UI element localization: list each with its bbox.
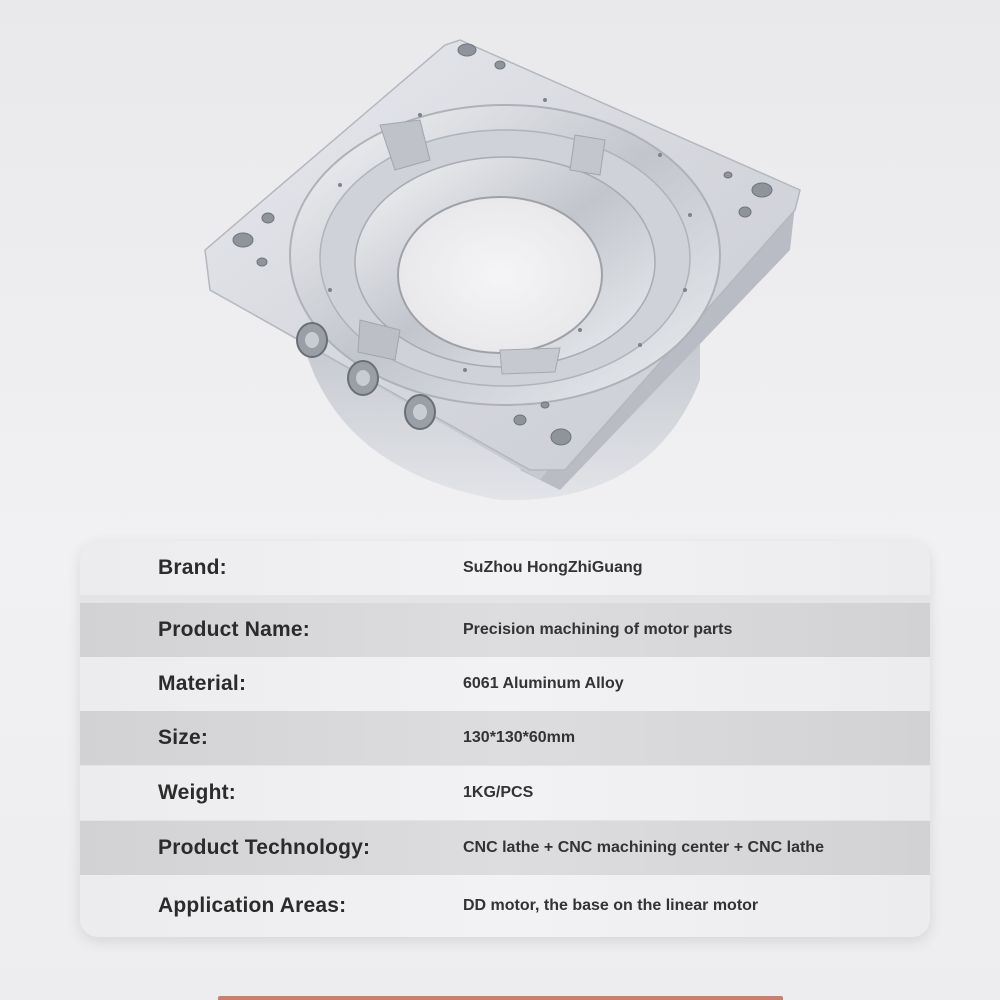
spec-label: Brand: <box>158 556 227 579</box>
spec-value: 1KG/PCS <box>463 784 534 801</box>
spec-label: Size: <box>158 726 209 749</box>
spec-label: Product Name: <box>158 618 310 641</box>
spec-value: 130*130*60mm <box>463 729 576 746</box>
spec-value: CNC lathe + CNC machining center + CNC lathe <box>463 839 824 856</box>
spec-value: DD motor, the base on the linear motor <box>463 897 759 914</box>
spec-label: Weight: <box>158 781 236 804</box>
spec-row-technology <box>80 821 930 875</box>
spec-row-product-name <box>80 603 930 657</box>
spec-value: 6061 Aluminum Alloy <box>463 675 624 692</box>
spec-label: Material: <box>158 672 247 695</box>
spec-row-material <box>80 657 930 711</box>
spec-value: Precision machining of motor parts <box>463 621 733 638</box>
spec-value: SuZhou HongZhiGuang <box>463 559 643 576</box>
spec-row-weight <box>80 766 930 820</box>
spec-table <box>80 541 930 937</box>
spec-row-size <box>80 711 930 765</box>
accent-bar <box>218 996 783 1000</box>
spec-label: Application Areas: <box>158 894 347 917</box>
spec-row-brand <box>80 541 930 595</box>
spec-label: Product Technology: <box>158 836 371 859</box>
spec-row-application <box>80 875 930 937</box>
